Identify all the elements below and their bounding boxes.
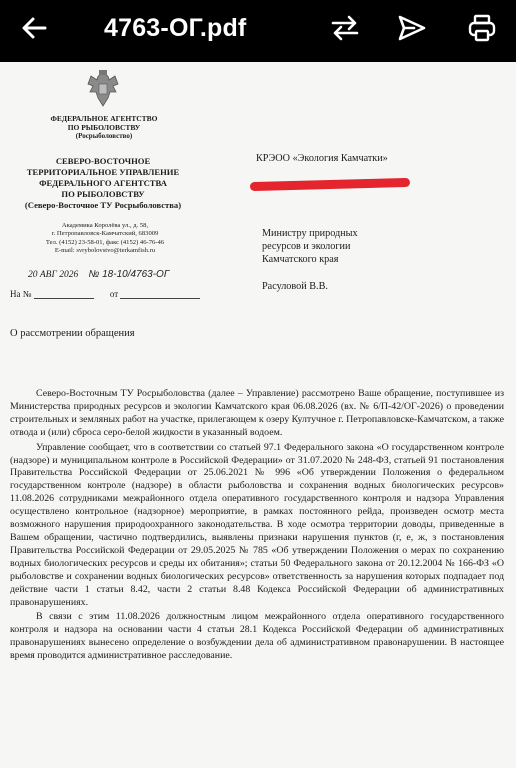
coat-of-arms-emblem — [84, 68, 122, 110]
territorial-office-header: СЕВЕРО-ВОСТОЧНОЕ ТЕРРИТОРИАЛЬНОЕ УПРАВЛЕНИЕ ФЕДЕРАЛЬНОГО АГЕНТСТВА ПО РЫБОЛОВСТВУ (Северо-Восточное ТУ Росрыболовства) — [24, 156, 182, 210]
reference-line: На № от — [10, 289, 200, 299]
back-arrow-icon[interactable] — [14, 8, 54, 48]
body-paragraph: В связи с этим 11.08.2026 должностным лицом межрайонного отдела оперативного государственного контроля и надзора на основании части 4 статьи 28.1 Кодекса Российской Федерации об административных правонарушениях вынесено определение о возбуждении дела об административном правонарушении. В настоящее время проводится административное расследование. — [10, 611, 504, 662]
agency-header: ФЕДЕРАЛЬНОЕ АГЕНТСТВО ПО РЫБОЛОВСТВУ (Росрыболовство) — [50, 114, 158, 140]
letter-subject: О рассмотрении обращения — [10, 328, 135, 339]
swap-arrows-icon[interactable] — [325, 8, 365, 48]
redaction-mark — [250, 178, 410, 191]
outgoing-reg-stamp — [28, 268, 218, 281]
sender-address: Академика Королёва ул., д. 58, г. Петропавловск-Камчатский, 683009 Тел. (4152) 23-58-01, факс (4152) 46-76-46 E-mail: svrybolovstvo@terkamfish.ru — [45, 222, 165, 254]
app-bar — [0, 0, 516, 58]
body-paragraph: Управление сообщает, что в соответствии со статьей 97.1 Федерального закона «О государственном контроле (надзоре) и муниципальном контроле в Российской Федерации» от 31.07.2020 № 248-ФЗ, статьей 91 постановления Правительства Российской Федерации от 25.06.2021 № 996 «Об утверждении Положения о федеральном государственном контроле (надзоре) в области рыболовства и сохранения водных биологических ресурсов» 11.08.2026 сотрудниками межрайонного отдела оперативного государственного контроля и надзора Управления осуществлено контрольное (надзорное) мероприятие, в рамках постоянного рейда, произведен осмотр места возможного нарушения природоохранного законодательства. В ходе осмотра территории доводы, приведенные в Вашем обращении, частично подтвердились, выявлены признаки нарушения пунктов (г, е, ж, з постановления Правительства Российской Федерации от 29.05.2025 № 785 «Об утверждении Положения о мерах по сохранению водных биологических ресурсов и среды их обитания»; статьи 50 Федерального закона от 20.12.2004 № 166-ФЗ «О рыболовстве и сохранении водных биологических ресурсов» ответственность за нарушения которых подпадает под действие части 1 статьи 8.42, части 2 статьи 8.48 Кодекса Российской Федерации об административных правонарушениях. — [10, 441, 504, 608]
recipient-person: Расуловой В.В. — [262, 281, 328, 292]
recipient-ministry: Министру природных ресурсов и экологии Камчатского края — [262, 228, 358, 265]
outgoing-number: № 18-10/4763-ОГ — [88, 269, 170, 280]
letter-body — [10, 388, 504, 665]
print-icon[interactable] — [462, 8, 502, 48]
outgoing-date: 20 АВГ 2026 — [28, 270, 79, 280]
body-paragraph: Северо-Восточным ТУ Росрыболовства (далее – Управление) рассмотрено Ваше обращение, поступившее из Министерства природных ресурсов и экологии Камчатского края 06.08.2026 (вх. № 6/П-42/ОГ-2026) о проведении строительных и земляных работ на участке, прилегающем к озеру Култучное г. Петропавловске-Камчатском, а также отвода и (или) сброса серо-белой жидкости в указанный водоем. — [10, 388, 504, 438]
recipient-organization: КРЭОО «Экология Камчатки» — [256, 153, 388, 164]
send-icon[interactable] — [392, 8, 432, 48]
pdf-page[interactable] — [0, 62, 516, 768]
document-title: 4763-ОГ.pdf — [104, 14, 247, 42]
